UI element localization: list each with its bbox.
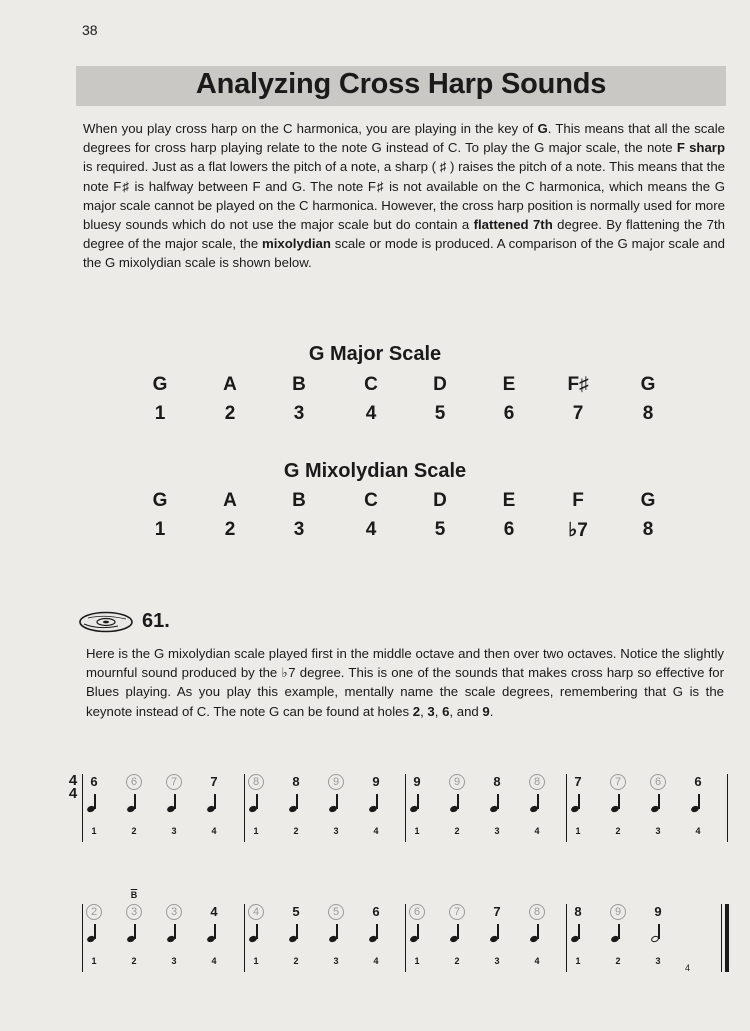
quarter-note-head [166, 935, 176, 944]
quarter-note-head [248, 935, 258, 944]
barline [244, 904, 245, 972]
draw-note [248, 904, 270, 976]
half-note-head [650, 935, 660, 944]
beat-count: 1 [575, 956, 581, 966]
beat-count: 1 [414, 956, 420, 966]
hole-number: 6 [409, 904, 425, 920]
quarter-note-head [529, 935, 539, 944]
beat-count: 2 [454, 956, 460, 966]
quarter-note-head [570, 805, 580, 814]
page-title: Analyzing Cross Harp Sounds [195, 68, 607, 100]
beat-count: 4 [534, 956, 540, 966]
scale-degree: 2 [224, 519, 236, 540]
intro-segment: . This means that all the scale degrees for cross harp playing relate to the note G instead of C. To play the G major scale, the note [83, 121, 726, 156]
body-segment: , [434, 703, 443, 719]
blow-note [368, 774, 390, 846]
hole-number: 8 [529, 904, 545, 920]
hole-number: 9 [654, 904, 662, 919]
hole-number: 3 [126, 904, 142, 920]
quarter-note-head [328, 805, 338, 814]
barline [405, 904, 406, 972]
hole-number: 7 [610, 774, 626, 790]
blow-note [206, 774, 228, 846]
scale-note: G [152, 490, 168, 511]
scale-degree: 1 [154, 403, 166, 424]
harmonica-tab-staff-1 [0, 774, 750, 854]
intro-segment: mixolydian [262, 236, 331, 252]
beat-count: 1 [253, 956, 259, 966]
scale-degree: 3 [293, 403, 305, 424]
blow-note [489, 774, 511, 846]
scale-note: F [572, 490, 584, 511]
quarter-note-head [650, 805, 660, 814]
draw-note [449, 904, 471, 976]
intro-segment: scale or mode is produced. A comparison of the G major scale and the G mixolydian scale is shown below. [83, 236, 726, 271]
quarter-note-head [206, 935, 216, 944]
scale-note: G [640, 490, 656, 511]
scale-note: C [364, 374, 378, 395]
hole-number: 4 [210, 904, 218, 919]
intro-segment: flattened 7th [473, 217, 553, 233]
hole-number: 8 [529, 774, 545, 790]
scale-note: F♯ [567, 374, 589, 395]
quarter-note-head [86, 935, 96, 944]
draw-note [126, 774, 148, 846]
barline [566, 774, 567, 842]
final-barline-thin [721, 904, 722, 972]
intro-segment: When you play cross harp on the C harmonica, you are playing in the key of [83, 121, 538, 136]
intro-segment: G [537, 121, 548, 136]
beat-count: 3 [171, 956, 177, 966]
scale-degree: 1 [154, 519, 166, 540]
hole-number: 5 [292, 904, 300, 919]
blow-note [409, 774, 431, 846]
blow-note [570, 904, 592, 976]
beat-count: 4 [373, 956, 379, 966]
major-scale-title: G Major Scale [308, 343, 442, 365]
beat-count: 4 [373, 826, 379, 836]
scale-degree: 6 [503, 519, 515, 540]
beat-count: 2 [293, 826, 299, 836]
draw-note [328, 904, 350, 976]
blow-note [206, 904, 228, 976]
hole-number: 8 [248, 774, 264, 790]
barline [566, 904, 567, 972]
hole-number: 8 [292, 774, 300, 789]
scale-degree: 5 [434, 519, 446, 540]
scale-degree: 7 [572, 403, 584, 424]
draw-note [328, 774, 350, 846]
track-number: 61. [142, 610, 170, 632]
draw-note [449, 774, 471, 846]
hole-number: 9 [449, 774, 465, 790]
scale-degree: 4 [365, 519, 377, 540]
scale-degree: 4 [365, 403, 377, 424]
quarter-note-head [610, 805, 620, 814]
scale-note: A [223, 374, 237, 395]
draw-note [126, 890, 148, 976]
hole-number: 2 [86, 904, 102, 920]
quarter-note-head [489, 935, 499, 944]
blow-note [650, 904, 672, 976]
body-segment: . [489, 703, 494, 719]
blow-note [690, 774, 712, 846]
blow-note [570, 774, 592, 846]
hole-number: 7 [449, 904, 465, 920]
quarter-note-head [248, 805, 258, 814]
beat-count: 3 [171, 826, 177, 836]
draw-note [529, 774, 551, 846]
scale-degree: 5 [434, 403, 446, 424]
hole-number: 9 [328, 774, 344, 790]
quarter-note-head [288, 935, 298, 944]
time-signature: 4 4 [68, 772, 78, 802]
beat-count: 3 [494, 956, 500, 966]
major-scale-degrees [0, 403, 750, 429]
scale-note: C [364, 490, 378, 511]
quarter-note-head [409, 935, 419, 944]
scale-note: E [502, 490, 516, 511]
final-barline-thick [725, 904, 729, 972]
quarter-note-head [86, 805, 96, 814]
scale-note: D [433, 374, 447, 395]
quarter-note-head [126, 805, 136, 814]
mixolydian-scale-notes [0, 490, 750, 516]
draw-note [409, 904, 431, 976]
hole-number: 9 [372, 774, 380, 789]
intro-segment: degree. By flattening the 7th degree of the major scale, the [83, 217, 725, 252]
quarter-note-head [126, 935, 136, 944]
beat-count: 2 [615, 826, 621, 836]
draw-note [650, 774, 672, 846]
hole-number: 6 [372, 904, 380, 919]
scale-note: B [292, 374, 306, 395]
blow-note [288, 904, 310, 976]
hole-number: 6 [90, 774, 98, 789]
quarter-note-head [288, 805, 298, 814]
hole-number: 8 [574, 904, 582, 919]
draw-note [529, 904, 551, 976]
body-segment: 2 [412, 703, 421, 719]
scale-degree: 8 [642, 519, 654, 540]
mixolydian-scale-degrees [0, 519, 750, 545]
quarter-note-head [449, 805, 459, 814]
draw-note [610, 904, 632, 976]
body-segment: 6 [442, 703, 450, 719]
beat-count: 1 [253, 826, 259, 836]
body-segment: Here is the G mixolydian scale played first in the middle octave and then over two octaves. Notice the slightly mournful sound produced by the ♭7 degree. This is one of the sounds that makes cross harp so effective for Blues playing. As you play this example, mentally name the scale degrees, remembering that G is the keynote instead of C. The note G can be found at holes [86, 646, 724, 719]
quarter-note-head [529, 805, 539, 814]
hole-number: 6 [650, 774, 666, 790]
barline [82, 904, 83, 972]
beat-count: 4 [211, 956, 217, 966]
exercise-description [86, 644, 724, 721]
beat-count: 3 [494, 826, 500, 836]
draw-note [610, 774, 632, 846]
draw-note [86, 904, 108, 976]
scale-degree: 8 [642, 403, 654, 424]
scale-degree: 6 [503, 403, 515, 424]
major-scale-notes [0, 374, 750, 400]
intro-segment: is required. Just as a flat lowers the pitch of a note, a sharp ( ♯ ) raises the pitch of a note. This means that the note F♯ is halfway between F and G. The note F♯ is not available on the C harmonica, which means the G major scale cannot be played on the C harmonica. However, the cross harp position is normally used for more bluesy sounds which do not use the major scale but do contain a [83, 159, 725, 233]
beat-count: 4 [695, 826, 701, 836]
beat-count: 4 [211, 826, 217, 836]
beat-count: 2 [131, 956, 137, 966]
scale-degree: 3 [293, 519, 305, 540]
beat-count: 3 [655, 826, 661, 836]
hole-number: 7 [210, 774, 218, 789]
scale-note: A [223, 490, 237, 511]
barline [727, 774, 728, 842]
barline [82, 774, 83, 842]
beat-count: 3 [333, 826, 339, 836]
hole-number: 4 [248, 904, 264, 920]
scale-note: B [292, 490, 306, 511]
blow-note [288, 774, 310, 846]
beat-count: 2 [131, 826, 137, 836]
blow-note [86, 774, 108, 846]
beat-count: 1 [575, 826, 581, 836]
beat-count: 1 [414, 826, 420, 836]
scale-degree: 2 [224, 403, 236, 424]
beat-count: 1 [91, 956, 97, 966]
hole-number: 7 [493, 904, 501, 919]
intro-segment: F sharp [676, 140, 725, 156]
quarter-note-head [570, 935, 580, 944]
hole-number: 3 [166, 904, 182, 920]
hole-number: 5 [328, 904, 344, 920]
beat-count: 1 [91, 826, 97, 836]
body-segment: 3 [427, 703, 435, 719]
barline [244, 774, 245, 842]
body-segment: , and [449, 703, 483, 719]
beat-count: 2 [454, 826, 460, 836]
quarter-note-head [409, 805, 419, 814]
scale-note: E [502, 374, 516, 395]
body-segment: , [420, 703, 428, 719]
scale-note: D [433, 490, 447, 511]
scale-note: G [640, 374, 656, 395]
hole-number: 6 [126, 774, 142, 790]
beat-count: 3 [655, 956, 661, 966]
quarter-note-head [368, 805, 378, 814]
hole-number: 7 [574, 774, 582, 789]
blow-note [489, 904, 511, 976]
barline [405, 774, 406, 842]
beat-count: 3 [333, 956, 339, 966]
trailing-count: 4 [685, 963, 691, 973]
bend-mark: $\overline{B}$ [130, 890, 138, 900]
intro-paragraph [83, 119, 725, 273]
quarter-note-head [328, 935, 338, 944]
hole-number: 9 [413, 774, 421, 789]
beat-count: 2 [615, 956, 621, 966]
quarter-note-head [489, 805, 499, 814]
scale-note: G [152, 374, 168, 395]
quarter-note-head [449, 935, 459, 944]
beat-count: 4 [534, 826, 540, 836]
quarter-note-head [610, 935, 620, 944]
cd-icon [78, 611, 134, 633]
harmonica-tab-staff-2 [0, 890, 750, 984]
hole-number: 9 [610, 904, 626, 920]
scale-degree: ♭7 [568, 520, 588, 541]
hole-number: 7 [166, 774, 182, 790]
draw-note [166, 774, 188, 846]
quarter-note-head [206, 805, 216, 814]
blow-note [368, 904, 390, 976]
quarter-note-head [368, 935, 378, 944]
mixolydian-scale-title: G Mixolydian Scale [283, 460, 467, 482]
draw-note [166, 904, 188, 976]
hole-number: 6 [694, 774, 702, 789]
page-number: 38 [82, 22, 98, 38]
draw-note [248, 774, 270, 846]
hole-number: 8 [493, 774, 501, 789]
body-segment: 9 [482, 703, 490, 719]
beat-count: 2 [293, 956, 299, 966]
quarter-note-head [166, 805, 176, 814]
quarter-note-head [690, 805, 700, 814]
